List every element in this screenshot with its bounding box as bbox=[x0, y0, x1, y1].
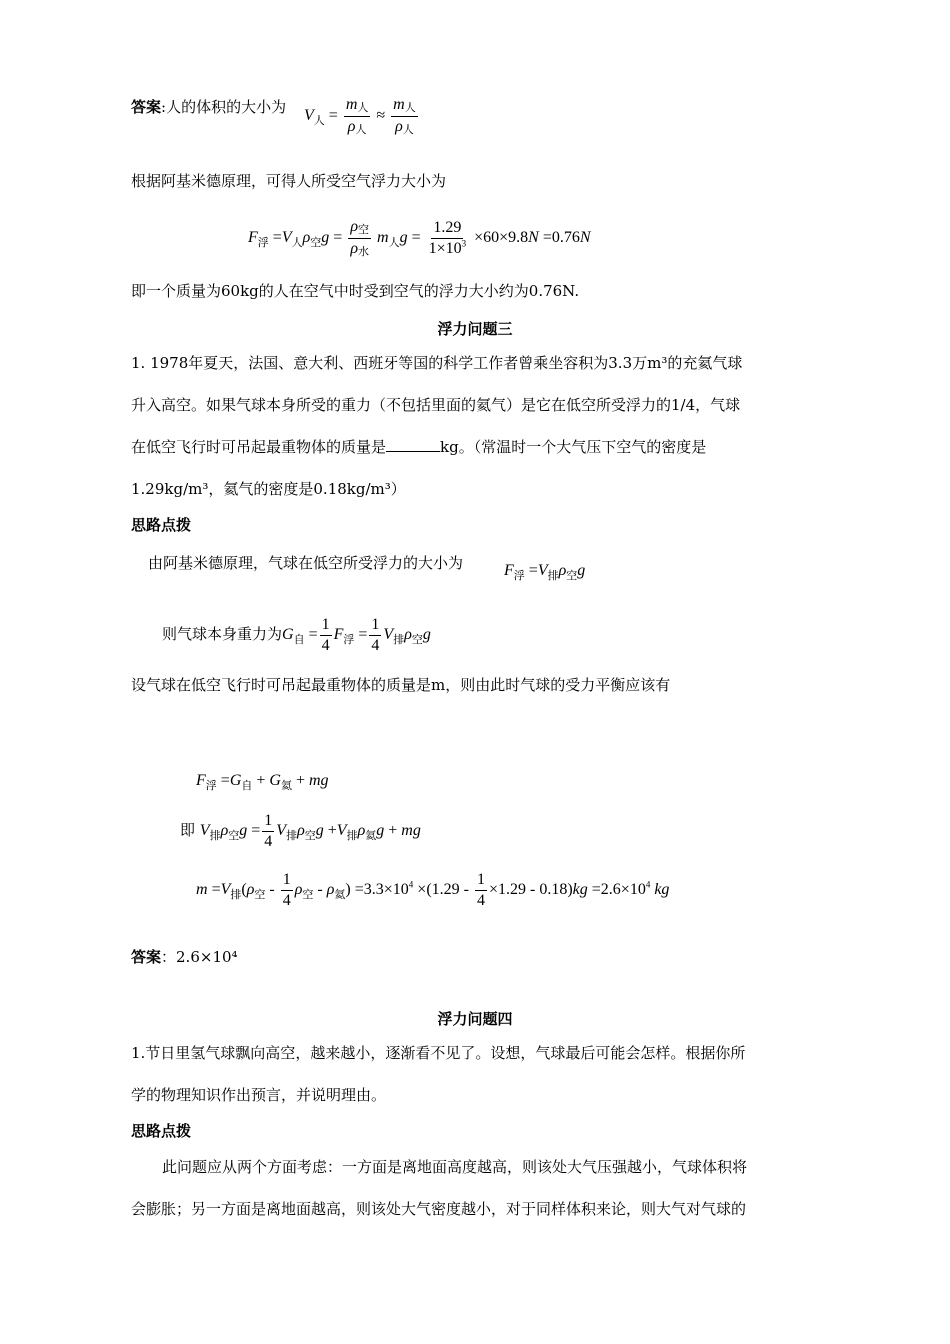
expanded-balance-line bbox=[180, 806, 421, 856]
section-4-hint-line-2: 会膨胀；另一方面是离地面越高，则该处大气密度越小，对于同样体积来论，则大气对气球的 bbox=[131, 1200, 747, 1218]
section-4-hint-label: 思路点拨 bbox=[131, 1122, 192, 1140]
section-3-hint-label: 思路点拨 bbox=[131, 516, 192, 534]
answer-1-label: 答案 bbox=[131, 98, 162, 116]
mass-formula: $m =V_排(\rho_空$ - $\frac{1}{4}$ $\rho_空 - \rho_氦) =3.3\times 10^4 \times(1.29$ - $\frac{1}{4}$ $\times 1.29 - 0.18)kg =2.6\times 10^4$ kg bbox=[196, 870, 670, 909]
self-weight-label: 则气球本身重力为 bbox=[162, 625, 283, 643]
person-buoyancy-conclusion: 即一个质量为60kg的人在空气中时受到空气的浮力大小约为0.76N. bbox=[131, 282, 580, 300]
quarter-fraction-4: $\frac{1}{4}$ bbox=[282, 870, 291, 909]
question-text-after-blank: kg。（常温时一个大气压下空气的密度是 bbox=[440, 438, 707, 456]
section-3-answer-value: ：2.6×10⁴ bbox=[161, 948, 238, 966]
force-balance-formula: $F_浮 =G_自 + G_氦$ + mg bbox=[196, 772, 329, 792]
buoyancy-formula: $F_浮 =V_人\rho_空g$ = $\frac{\text{ρ空}}{\text{ρ水}}$ $m_人g$ = $\frac{1.29}{1\times 10^3}$ ×60×9.8N =0.76N bbox=[248, 217, 591, 258]
answer-1-text: :人的体积的大小为 bbox=[161, 98, 287, 116]
section-4-hint-line-1: 此问题应从两个方面考虑：一方面是离地面高度越高，则该处大气压强越小，气球体积将 bbox=[162, 1158, 748, 1176]
section-4-question-line-2: 学的物理知识作出预言，并说明理由。 bbox=[131, 1086, 387, 1104]
volume-fraction-2: $\frac{\text{m人}}{\text{ρ人}}$ bbox=[393, 95, 416, 136]
volume-fraction-1: $\frac{\text{m人}}{\text{ρ人}}$ bbox=[345, 95, 369, 136]
section-3-answer-label: 答案 bbox=[131, 948, 162, 966]
answer-blank bbox=[386, 437, 440, 452]
section-3-question-line-4: 1.29kg/m³，氦气的密度是0.18kg/m³） bbox=[131, 480, 406, 498]
quarter-fraction-2: $\frac{1}{4}$ bbox=[371, 615, 380, 654]
section-4-title: 浮力问题四 bbox=[437, 1010, 513, 1028]
archimedes-air-text: 根据阿基米德原理，可得人所受空气浮力大小为 bbox=[131, 172, 447, 190]
section-3-hint-line-2 bbox=[162, 610, 431, 660]
section-3-question-line-3 bbox=[131, 436, 706, 458]
quarter-fraction-3: $\frac{1}{4}$ bbox=[264, 811, 273, 850]
volume-formula: $V_人$ = $\frac{\text{m人}}{\text{ρ人}}$ ≈ $\frac{\text{m人}}{\text{ρ人}}$ bbox=[304, 95, 416, 136]
section-4-question-line-1: 1.节日里氢气球飘向高空，越来越小，逐渐看不见了。设想，气球最后可能会怎样。根据你所 bbox=[131, 1044, 746, 1062]
ji-label: 即 bbox=[180, 821, 196, 839]
density-ratio-fraction: $\frac{\text{ρ空}}{\text{ρ水}}$ bbox=[350, 217, 369, 258]
section-3-question-line-1: 1. 1978年夏天，法国、意大利、西班牙等国的科学工作者曾乘坐容积为3.3万m³的充氦气球 bbox=[131, 354, 743, 372]
quarter-fraction-1: $\frac{1}{4}$ bbox=[321, 615, 330, 654]
answer-1-line bbox=[131, 96, 286, 118]
quarter-fraction-5: $\frac{1}{4}$ bbox=[476, 870, 485, 909]
section-3-question-line-2: 升入高空。如果气球本身所受的重力（不包括里面的氦气）是它在低空所受浮力的1/4，气球 bbox=[131, 396, 741, 414]
balloon-buoyancy-formula: $F_浮 =V_排\rho_空g$ bbox=[504, 562, 586, 582]
section-3-hint-line-1: 由阿基米德原理，气球在低空所受浮力的大小为 bbox=[148, 554, 464, 572]
section-3-answer bbox=[131, 946, 238, 968]
numeric-fraction: $\frac{1.29}{1\times 10^3}$ bbox=[428, 218, 467, 257]
section-3-hint-line-3: 设气球在低空飞行时可吊起最重物体的质量是m，则由此时气球的受力平衡应该有 bbox=[131, 676, 671, 694]
self-weight-formula: $G_自$ = $\frac{1}{4}$ $F_浮$ = $\frac{1}{4}$ $V_排\rho_空g$ bbox=[282, 615, 431, 654]
question-text-before-blank: 在低空飞行时可吊起最重物体的质量是 bbox=[131, 438, 387, 456]
section-3-title: 浮力问题三 bbox=[437, 320, 513, 338]
expanded-balance-formula: $V_排\rho_空g$ = $\frac{1}{4}$ $V_排\rho_空g +V_排\rho_氦g$ + mg bbox=[199, 811, 421, 850]
